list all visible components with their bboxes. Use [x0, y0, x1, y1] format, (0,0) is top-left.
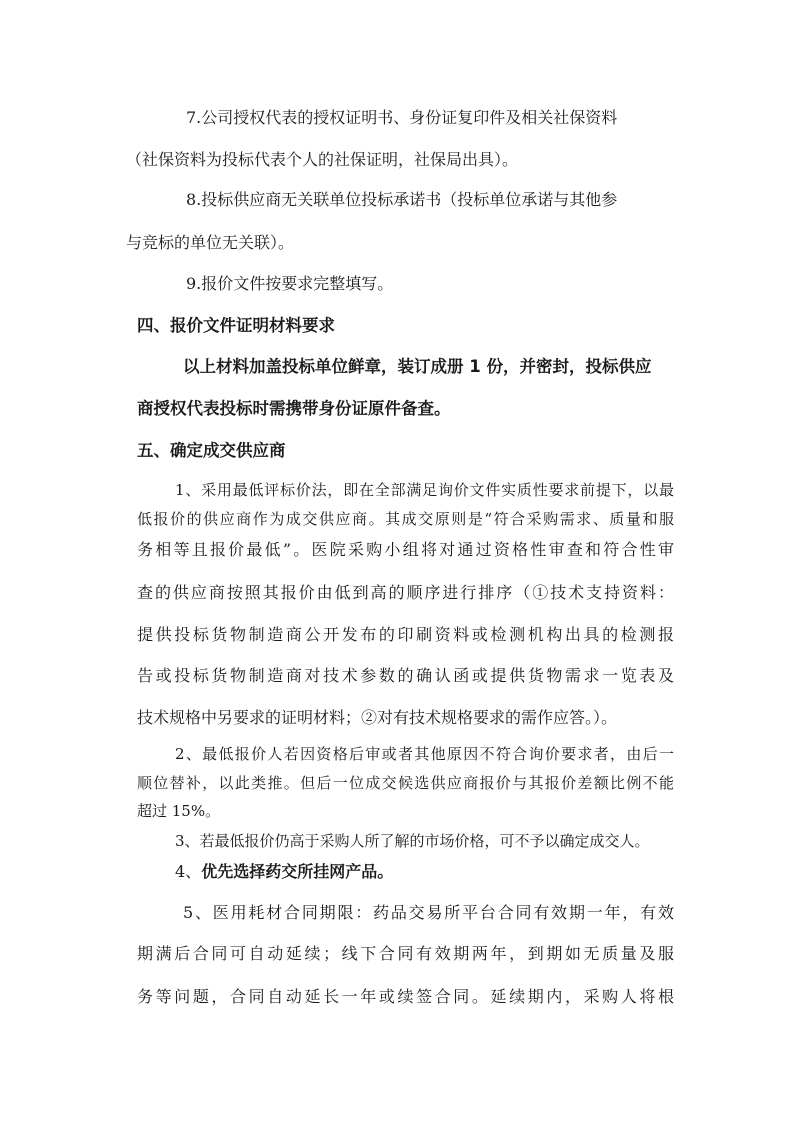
para-1-line: 低报价的供应商作为成交供应商。其成交原则是“符合采购需求、质量和服	[137, 510, 674, 528]
section-4-line-1: 以上材料加盖投标单位鲜章，装订成册 1 份，并密封，投标供应	[183, 357, 652, 376]
para-2-line: 2、最低报价人若因资格后审或者其他原因不符合询价要求者，由后一	[175, 745, 674, 763]
item-9: 9.报价文件按要求完整填写。	[186, 274, 394, 293]
para-5-line: 务等问题，合同自动延长一年或续签合同。延续期内，采购人将根	[137, 987, 674, 1006]
para-1-line: 务相等且报价最低”。医院采购小组将对通过资格性审查和符合性审	[137, 540, 674, 559]
para-1-line: 1、采用最低评标价法，即在全部满足询价文件实质性要求前提下，以最	[175, 481, 674, 499]
para-1-line: 告或投标货物制造商对技术参数的确认函或提供货物需求一览表及	[137, 666, 674, 685]
para-2-line: 顺位替补，以此类推。但后一位成交候选供应商报价与其报价差额比例不能	[137, 774, 674, 792]
item-7-line-2: （社保资料为投标代表个人的社保证明，社保局出具）。	[126, 150, 519, 169]
para-2-line: 超过 15%。	[137, 802, 221, 820]
item-7-line-1: 7.公司授权代表的授权证明书、身份证复印件及相关社保资料	[186, 108, 618, 127]
para-4	[175, 862, 393, 882]
section-5-heading: 五、确定成交供应商	[137, 441, 286, 460]
section-4-line-2: 商授权代表投标时需携带身份证原件备查。	[137, 399, 451, 418]
item-8-line-2: 与竞标的单位无关联）。	[126, 233, 295, 252]
para-4-text: 优先选择药交所挂网产品。	[201, 862, 394, 881]
para-1-line: 提供投标货物制造商公开发布的印刷资料或检测机构出具的检测报	[137, 625, 674, 644]
para-5-line: 期满后合同可自动延续；线下合同有效期两年，到期如无质量及服	[137, 944, 674, 963]
item-8-line-1: 8.投标供应商无关联单位投标承诺书（投标单位承诺与其他参	[186, 190, 618, 209]
para-1-line: 技术规格中另要求的证明材料；②对有技术规格要求的需作应答。）。	[137, 708, 618, 727]
para-4-number: 4、	[175, 862, 202, 881]
section-4-heading: 四、报价文件证明材料要求	[137, 316, 335, 335]
para-3: 3、若最低报价仍高于采购人所了解的市场价格，可不予以确定成交人。	[175, 832, 650, 850]
para-1-line: 查的供应商按照其报价由低到高的顺序进行排序（①技术支持资料：	[137, 583, 674, 602]
para-5-line: 5、医用耗材合同期限：药品交易所平台合同有效期一年，有效	[183, 903, 674, 922]
